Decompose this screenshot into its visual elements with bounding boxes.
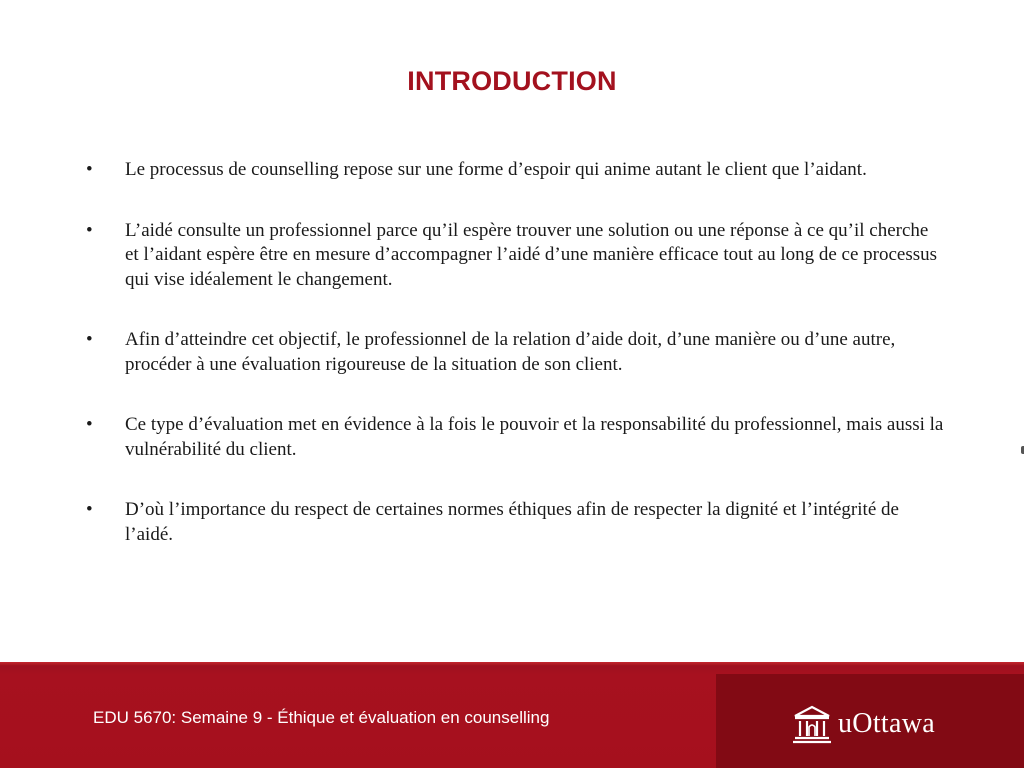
bullet-text: Afin d’atteindre cet objectif, le professionnel de la relation d’aide doit, d’une manière ou d’une autre, procéder à une évaluation rigoureuse de la situation de son client. xyxy=(125,329,896,375)
bullet-marker: • xyxy=(86,159,93,180)
building-columns-icon xyxy=(792,703,832,745)
bullet-item xyxy=(84,158,944,183)
bullet-item xyxy=(84,498,944,547)
bullet-marker: • xyxy=(86,499,93,520)
bullet-text: L’aidé consulte un professionnel parce qu’il espère trouver une solution ou une réponse à ce qu’il cherche et l’aidant espère être en mesure d’accompagner l’aidé d’une manière efficace tout au long de ce processus qui vise idéalement le changement. xyxy=(125,219,938,290)
footer-top-line xyxy=(0,662,1024,666)
logo-wordmark: uOttawa xyxy=(838,708,935,739)
bullet-text: D’où l’importance du respect de certaines normes éthiques afin de respecter la dignité et l’intégrité de l’aidé. xyxy=(125,499,899,545)
bullet-text: Le processus de counselling repose sur une forme d’espoir qui anime autant le client que l’aidant. xyxy=(125,159,867,180)
bullet-item xyxy=(84,328,944,377)
bullet-marker: • xyxy=(86,414,93,435)
university-logo xyxy=(792,702,935,746)
course-caption: EDU 5670: Semaine 9 - Éthique et évaluation en counselling xyxy=(93,708,550,727)
slide-title: INTRODUCTION xyxy=(407,66,617,96)
bullet-list xyxy=(84,158,944,583)
bullet-text: Ce type d’évaluation met en évidence à la fois le pouvoir et la responsabilité du professionnel, mais aussi la vulnérabilité du client. xyxy=(125,414,944,460)
footer-band xyxy=(0,662,1024,768)
bullet-item xyxy=(84,413,944,462)
bullet-marker: • xyxy=(86,219,93,241)
bullet-marker: • xyxy=(86,329,93,350)
bullet-item xyxy=(84,219,944,293)
